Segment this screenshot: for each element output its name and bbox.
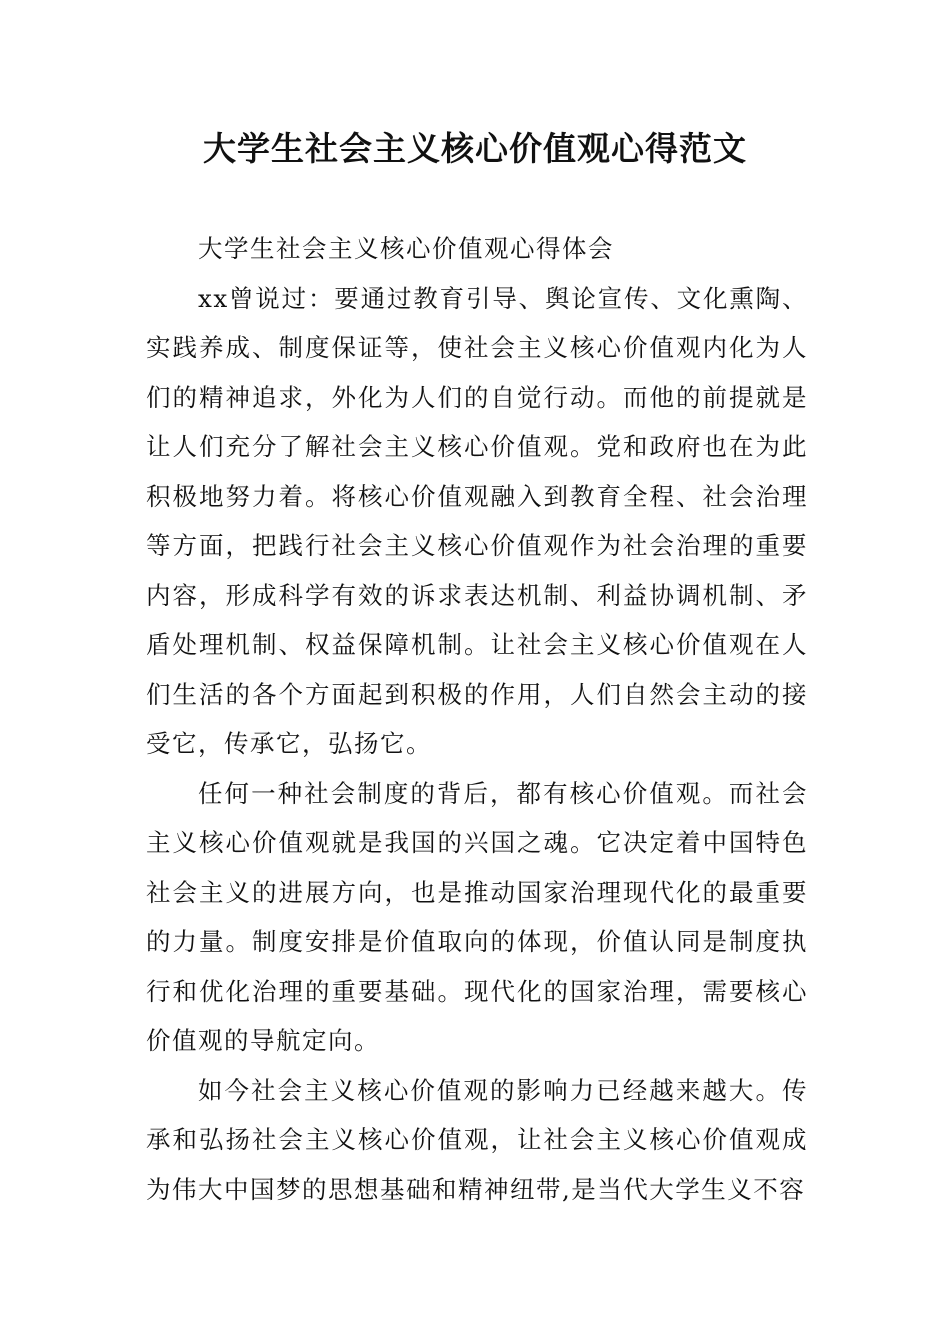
document-title: 大学生社会主义核心价值观心得范文: [203, 129, 747, 168]
document-body: [146, 224, 808, 1214]
paragraph-1: xx曾说过：要通过教育引导、舆论宣传、文化熏陶、实践养成、制度保证等，使社会主义核心价值观内化为人们的精神追求，外化为人们的自觉行动。而他的前提就是让人们充分了解社会主义核心价值观。党和政府也在为此积极地努力着。将核心价值观融入到教育全程、社会治理等方面，把践行社会主义核心价值观作为社会治理的重要内容，形成科学有效的诉求表达机制、利益协调机制、矛盾处理机制、权益保障机制。让社会主义核心价值观在人们生活的各个方面起到积极的作用，人们自然会主动的接受它，传承它，弘扬它。: [146, 283, 808, 758]
paragraph-3: 如今社会主义核心价值观的影响力已经越来越大。传承和弘扬社会主义核心价值观，让社会主义核心价值观成为伟大中国梦的思想基础和精神纽带,是当代大学生义不容: [146, 1075, 808, 1204]
paragraph-2: 任何一种社会制度的背后，都有核心价值观。而社会主义核心价值观就是我国的兴国之魂。它决定着中国特色社会主义的进展方向，也是推动国家治理现代化的最重要的力量。制度安排是价值取向的体现，价值认同是制度执行和优化治理的重要基础。现代化的国家治理，需要核心价值观的导航定向。: [146, 778, 808, 1055]
document-subtitle: 大学生社会主义核心价值观心得体会: [198, 234, 614, 263]
